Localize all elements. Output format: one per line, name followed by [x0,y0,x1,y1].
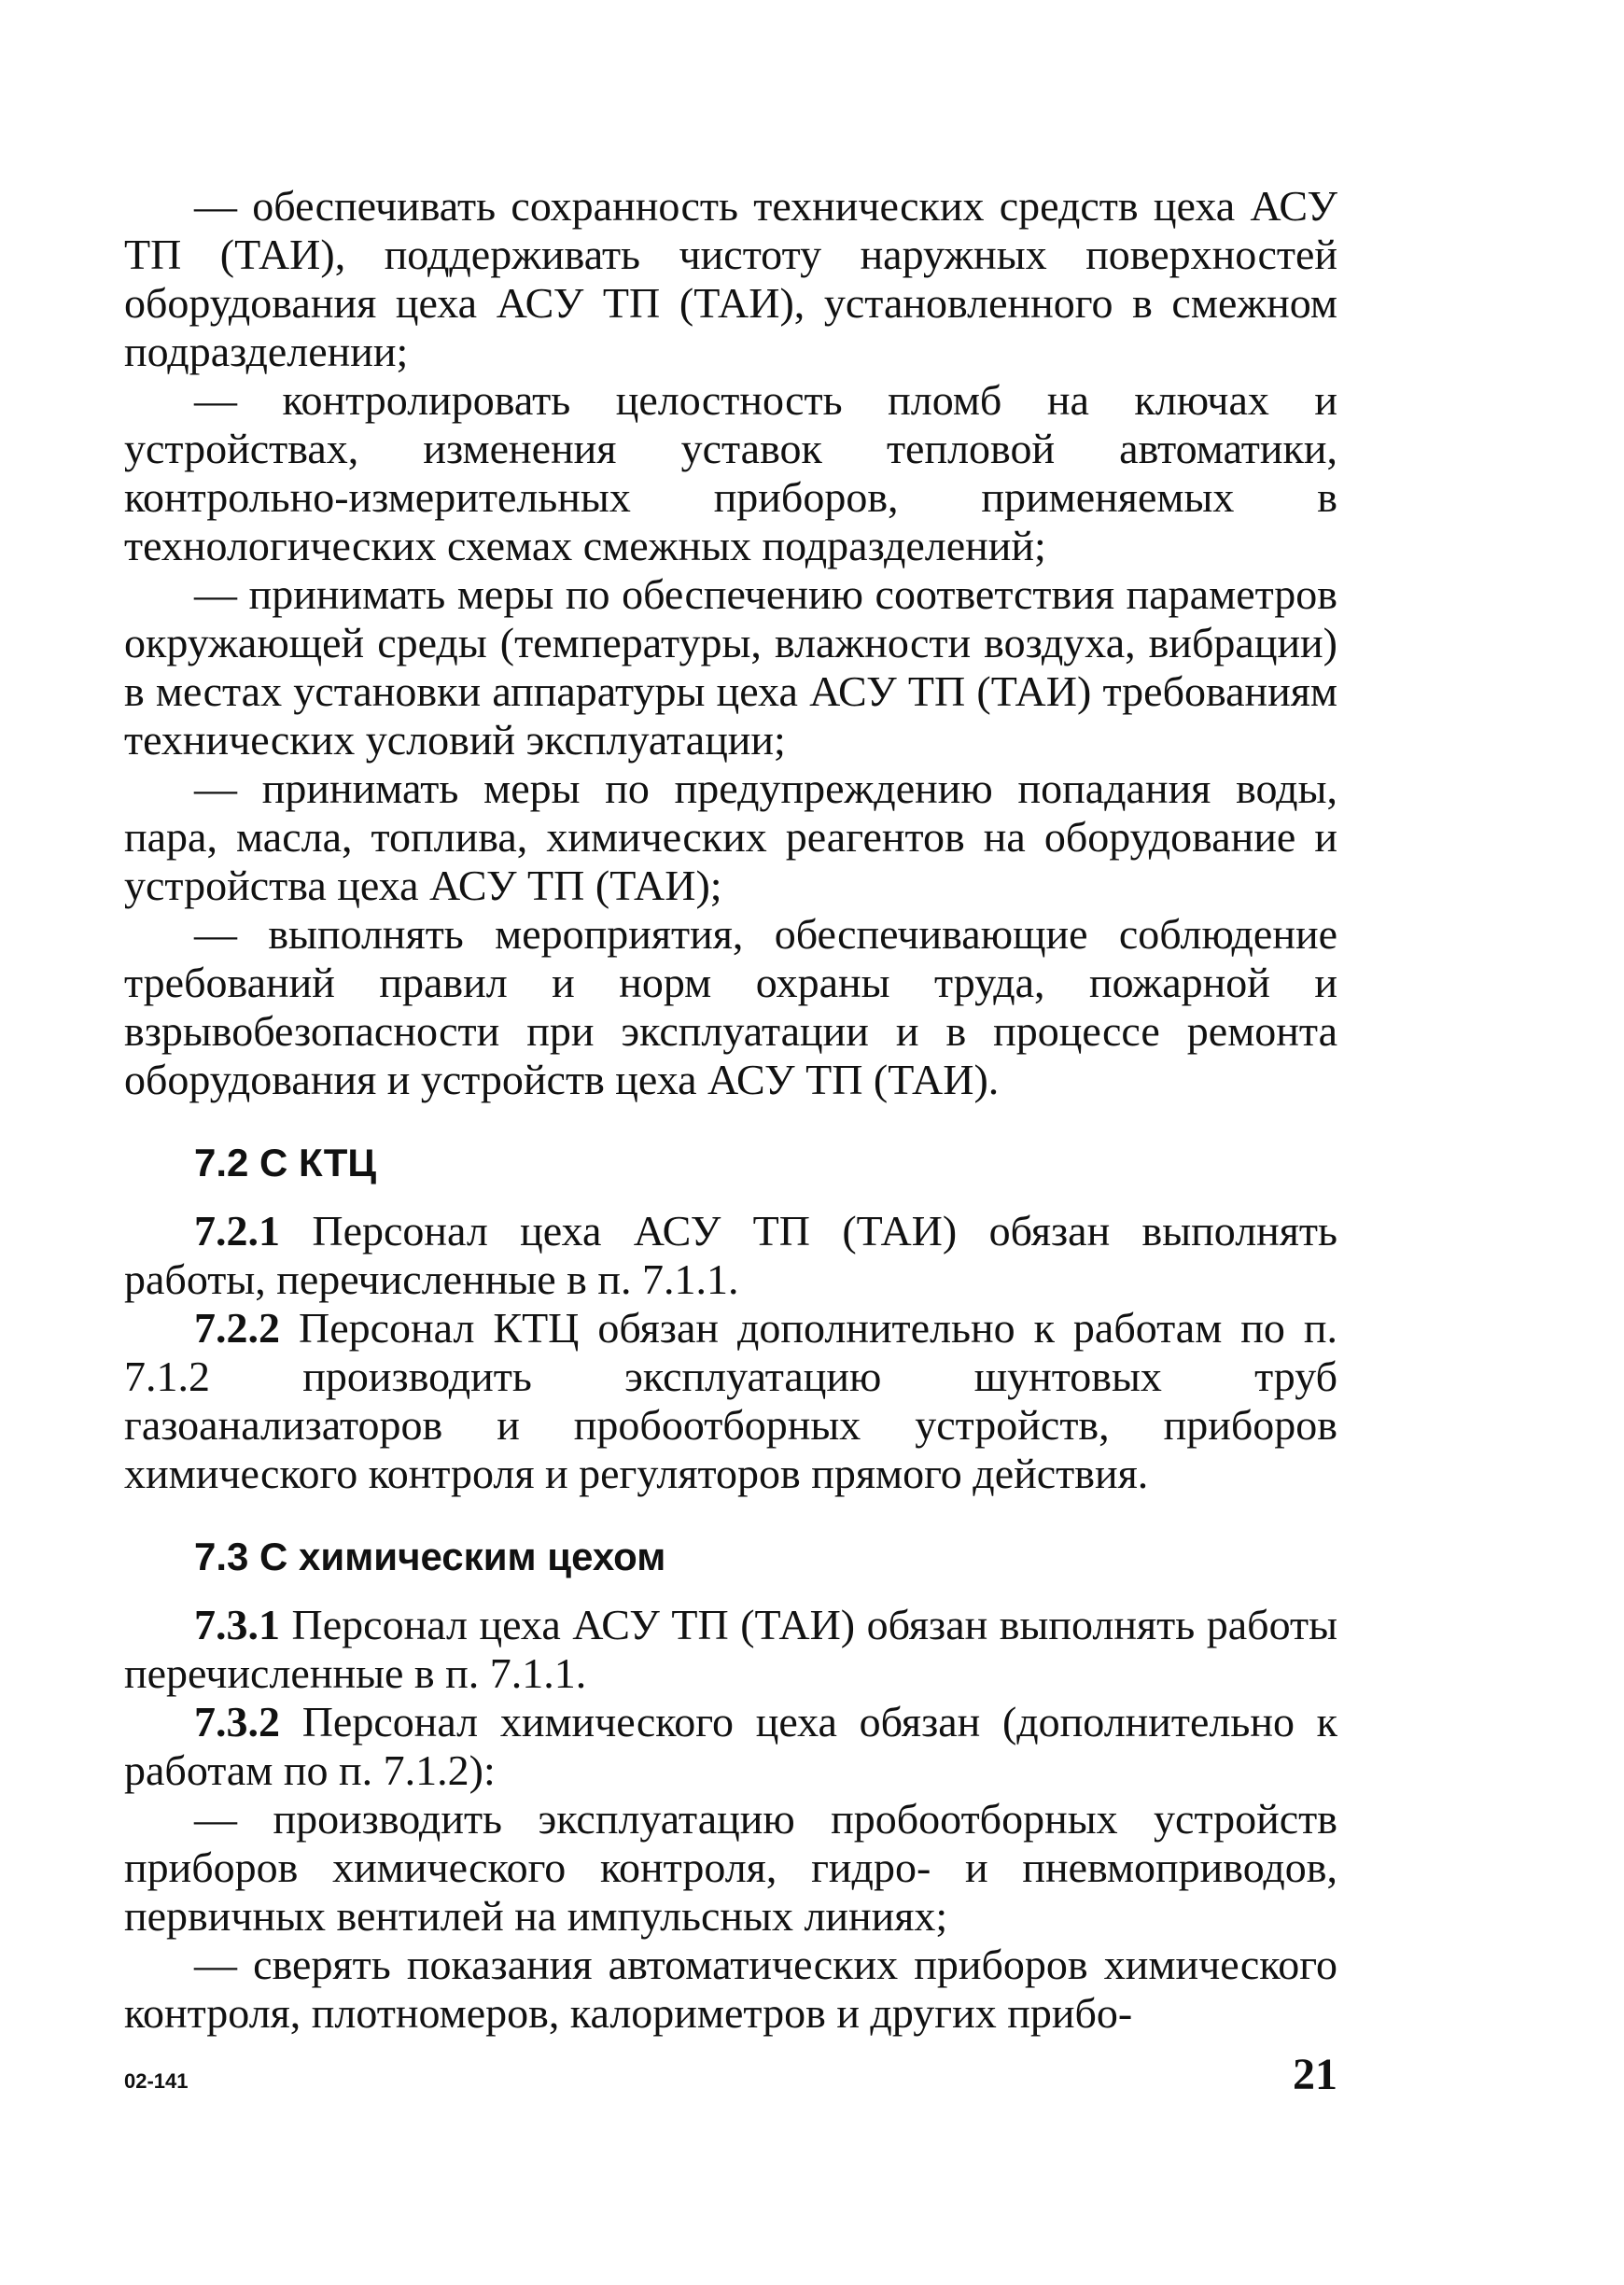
page-number: 21 [1293,2050,1337,2099]
clause-number: 7.3.1 [194,1601,280,1648]
page-footer [124,2049,1337,2105]
list-item: — контролировать целостность пломб на ключах и устройствах, изменения уставок тепловой автоматики, контрольно-измерительных приборов, применяемых в технологических схемах смежных подразделений; [124,376,1337,569]
list-item: — сверять показания автоматических приборов химического контроля, плотномеров, калориметров и других прибо- [124,1941,1337,2037]
clause-7-3-2 [124,1698,1337,1795]
list-item: — принимать меры по обеспечению соответствия параметров окружающей среды (температуры, влажности воздуха, вибрации) в местах установки аппаратуры цеха АСУ ТП (ТАИ) требованиям технических условий эксплуатации; [124,570,1337,764]
clause-number: 7.2.2 [194,1304,280,1352]
list-item: — принимать меры по предупреждению попадания воды, пара, масла, топлива, химических реагентов на оборудование и устройства цеха АСУ ТП (ТАИ); [124,764,1337,909]
clause-number: 7.2.1 [194,1207,280,1255]
list-item: — обеспечивать сохранность технических средств цеха АСУ ТП (ТАИ), поддерживать чистоту наружных поверхностей оборудования цеха АСУ ТП (ТАИ), установленного в смежном подразделении; [124,182,1337,375]
clause-text: Персонал цеха АСУ ТП (ТАИ) обязан выполнять работы, перечисленные в п. 7.1.1. [124,1207,1337,1303]
clause-text: Персонал химического цеха обязан (дополнительно к работам по п. 7.1.2): [124,1698,1337,1794]
clause-7-3-1 [124,1601,1337,1698]
document-page [124,182,1337,2038]
list-item: — выполнять мероприятия, обеспечивающие соблюдение требований правил и норм охраны труда, пожарной и взрывобезопасности при эксплуатации и в процессе ремонта оборудования и устройств цеха АСУ ТП (ТАИ). [124,910,1337,1103]
clause-number: 7.3.2 [194,1698,280,1745]
clause-7-2-1 [124,1207,1337,1304]
list-item: — производить эксплуатацию пробоотборных устройств приборов химического контроля, гидро- и пневмоприводов, первичных вентилей на импульсных линиях; [124,1795,1337,1940]
section-heading-7-2: 7.2 С КТЦ [194,1141,377,1185]
clause-7-2-2 [124,1304,1337,1498]
document-code: 02-141 [124,2069,189,2093]
clause-text: Персонал КТЦ обязан дополнительно к работам по п. 7.1.2 производить эксплуатацию шунтовых труб газоанализаторов и пробоотборных устройств, приборов химического контроля и регуляторов прямого действия. [124,1304,1337,1497]
section-heading-7-3: 7.3 С химическим цехом [194,1535,666,1578]
clause-text: Персонал цеха АСУ ТП (ТАИ) обязан выполнять работы перечисленные в п. 7.1.1. [124,1601,1337,1697]
